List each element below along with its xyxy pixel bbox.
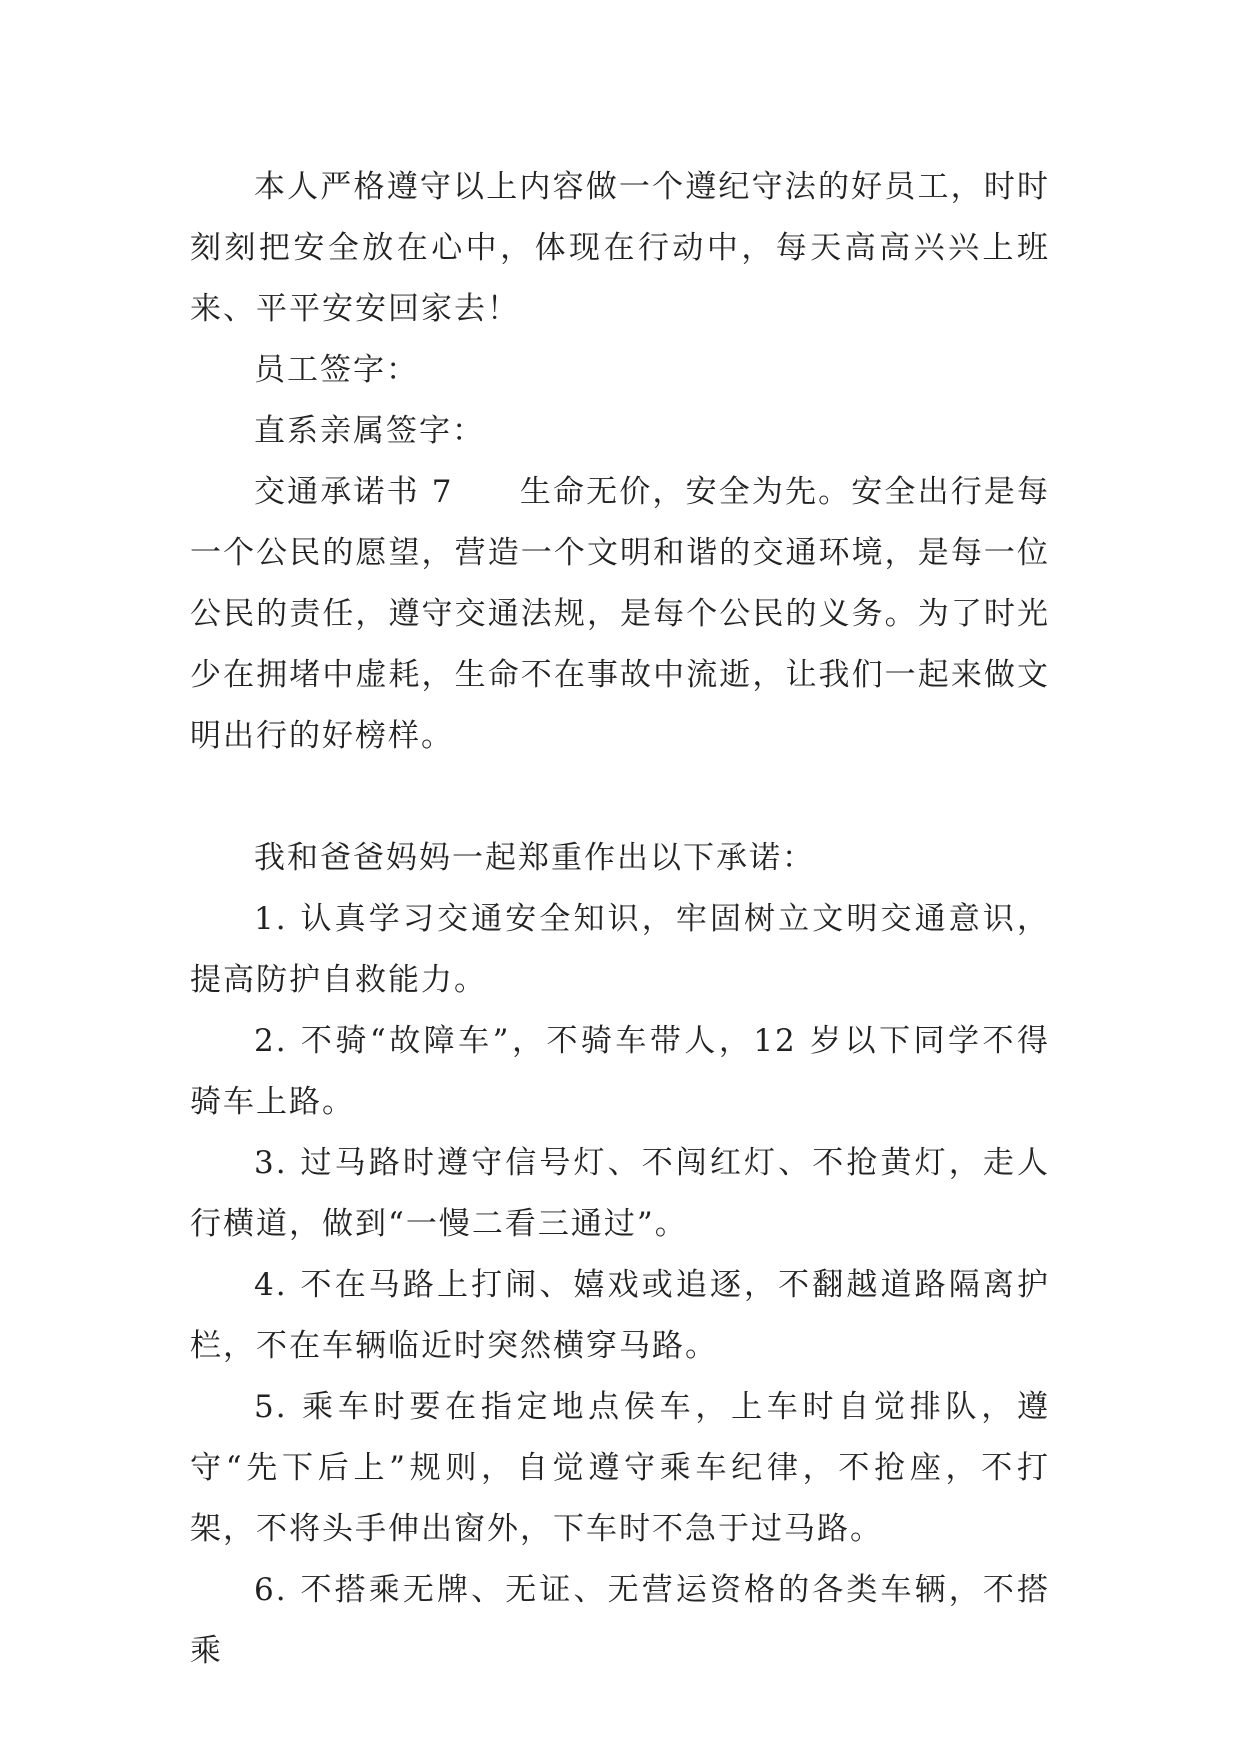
pledge-item-1: 1. 认真学习交通安全知识，牢固树立文明交通意识，提高防护自救能力。	[190, 901, 1050, 998]
relative-signature-line: 直系亲属签字：	[254, 413, 485, 449]
blank-line	[190, 767, 1050, 828]
paragraph-traffic-pledge-intro: 交通承诺书 7 生命无价，安全为先。安全出行是每一个公民的愿望，营造一个文明和谐的交通环境，是每一位公民的责任，遵守交通法规，是每个公民的义务。为了时光少在拥堵中虚耗，生命不在事故中流逝，让我们一起来做文明出行的好榜样。	[190, 474, 1050, 754]
employee-signature-line: 员工签字：	[254, 352, 419, 388]
pledge-item-6: 6. 不搭乘无牌、无证、无营运资格的各类车辆，不搭乘	[190, 1572, 1050, 1669]
paragraph-pledge-lead: 我和爸爸妈妈一起郑重作出以下承诺：	[254, 840, 815, 876]
pledge-item-2: 2. 不骑“故障车”，不骑车带人，12 岁以下同学不得骑车上路。	[190, 1023, 1050, 1120]
pledge-item-5: 5. 乘车时要在指定地点侯车，上车时自觉排队，遵守“先下后上”规则，自觉遵守乘车纪律，不抢座，不打架，不将头手伸出窗外，下车时不急于过马路。	[190, 1389, 1050, 1547]
paragraph-pledge-conclusion: 本人严格遵守以上内容做一个遵纪守法的好员工，时时刻刻把安全放在心中，体现在行动中，每天高高兴兴上班来、平平安安回家去！	[190, 169, 1050, 327]
pledge-item-4: 4. 不在马路上打闹、嬉戏或追逐，不翻越道路隔离护栏，不在车辆临近时突然横穿马路。	[190, 1267, 1050, 1364]
document-body	[190, 157, 1050, 1682]
pledge-item-3: 3. 过马路时遵守信号灯、不闯红灯、不抢黄灯，走人行横道，做到“一慢二看三通过”。	[190, 1145, 1050, 1242]
